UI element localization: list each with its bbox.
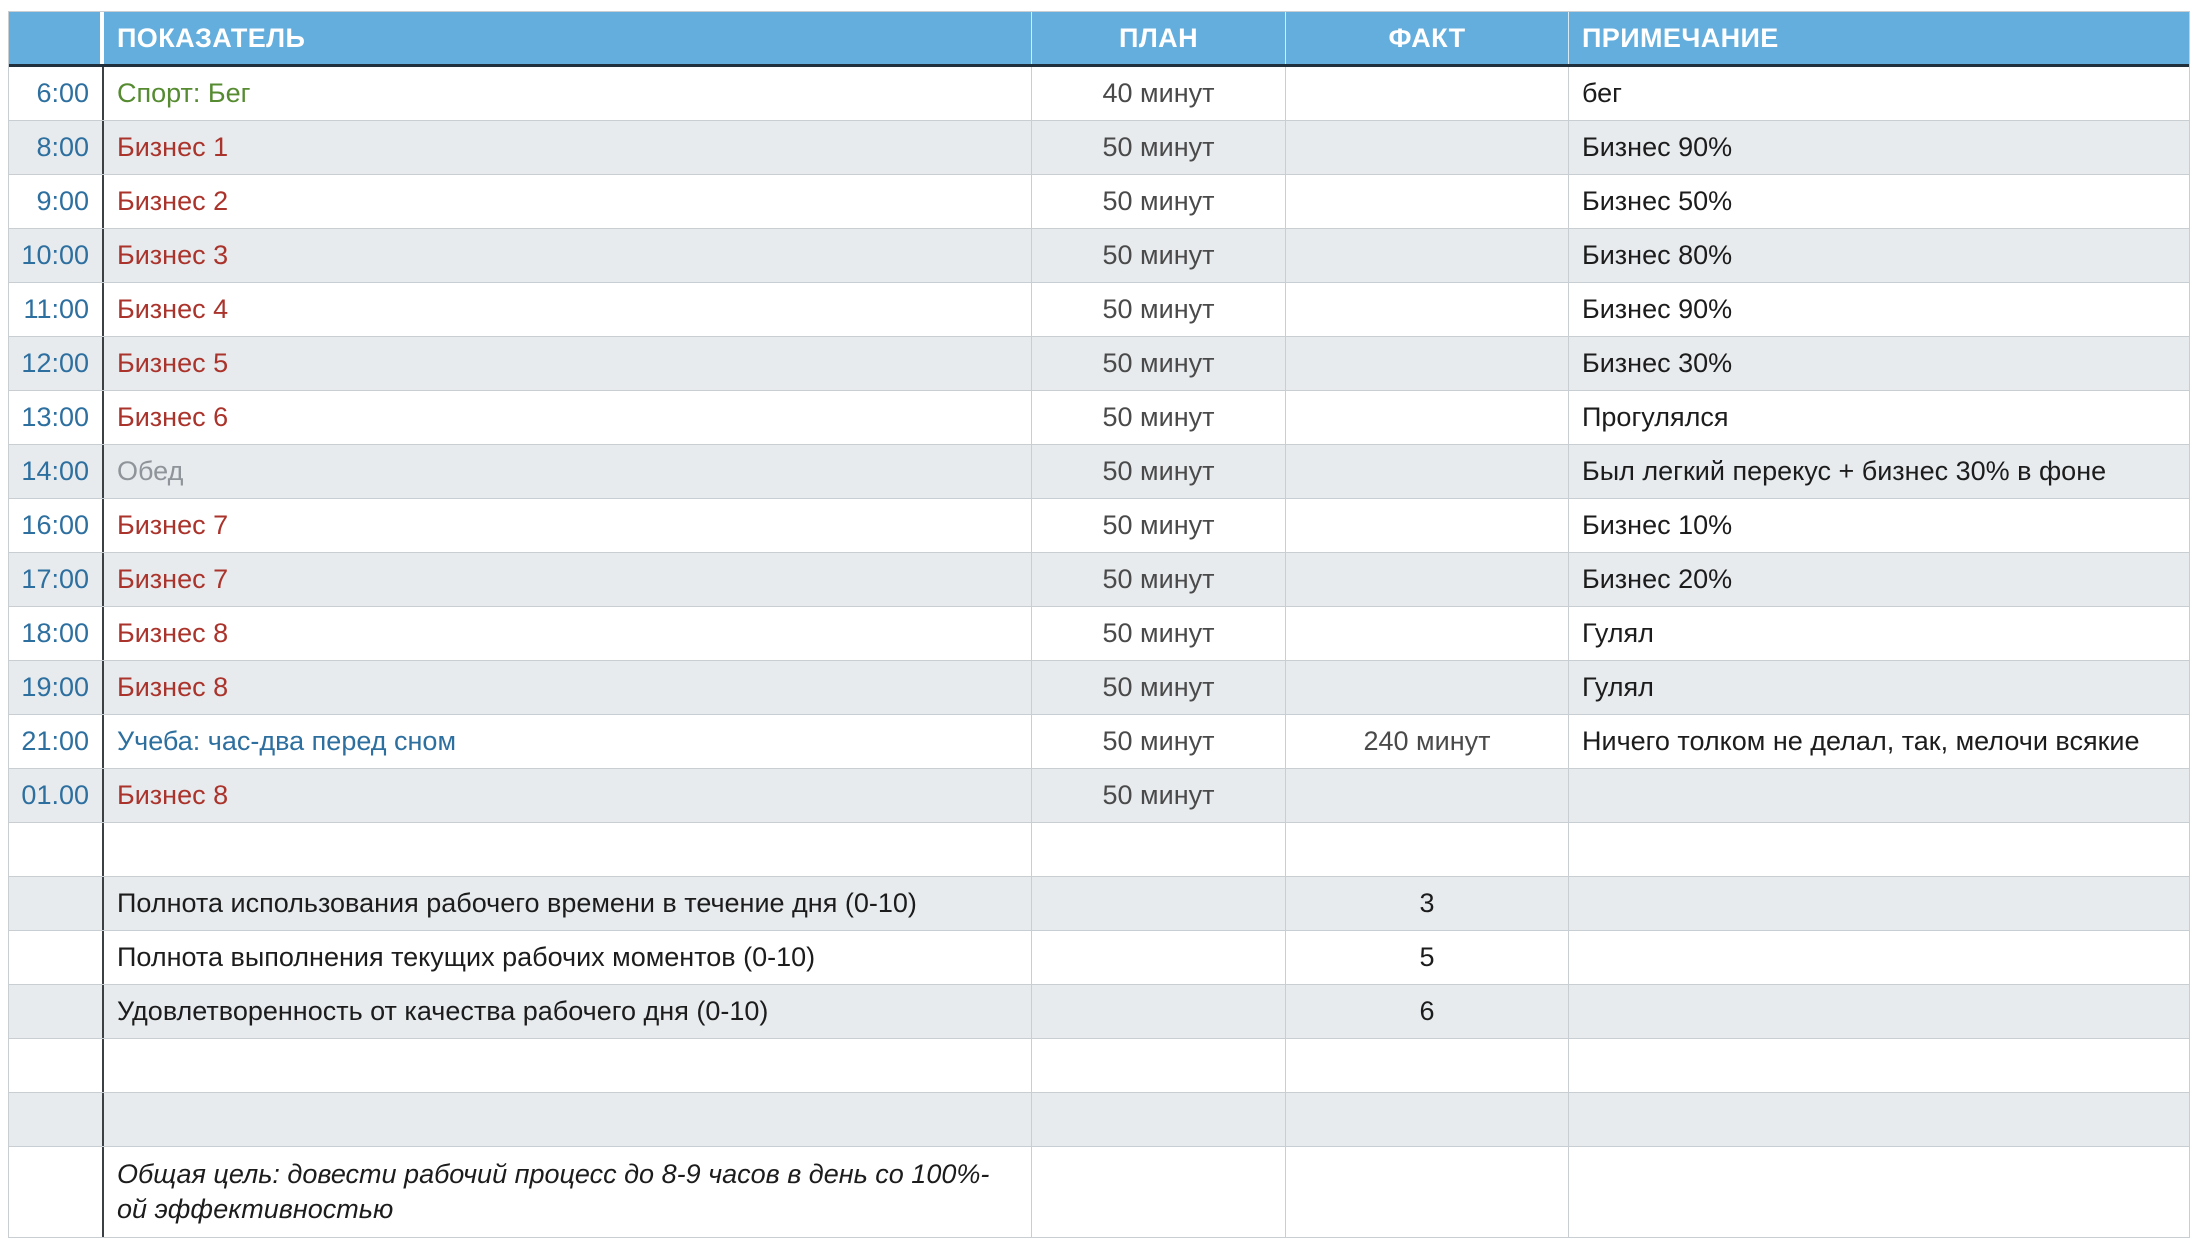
note-cell[interactable]: Бизнес 90% bbox=[1568, 121, 2189, 174]
table-row bbox=[9, 499, 2189, 553]
header-cell-indicator[interactable]: ПОКАЗАТЕЛЬ bbox=[117, 22, 306, 53]
header-cell-plan[interactable]: ПЛАН bbox=[1031, 12, 1285, 64]
indicator-cell[interactable]: Общая цель: довести рабочий процесс до 8-9 часов в день со 100%-ой эффективностью bbox=[117, 1158, 990, 1224]
indicator-cell[interactable]: Бизнес 4 bbox=[117, 294, 229, 324]
plan-cell[interactable]: 50 минут bbox=[1031, 229, 1285, 282]
indicator-cell[interactable]: Бизнес 7 bbox=[117, 510, 229, 540]
table-row bbox=[9, 1039, 2189, 1093]
indicator-cell[interactable]: Бизнес 8 bbox=[117, 780, 229, 810]
fact-cell[interactable] bbox=[1285, 1039, 1568, 1092]
time-cell[interactable]: 18:00 bbox=[9, 607, 104, 660]
indicator-cell[interactable]: Полнота использования рабочего времени в течение дня (0-10) bbox=[117, 888, 917, 918]
plan-cell[interactable] bbox=[1031, 1147, 1285, 1237]
table-row bbox=[9, 1147, 2189, 1238]
plan-cell[interactable] bbox=[1031, 1093, 1285, 1146]
table-row bbox=[9, 229, 2189, 283]
time-cell[interactable]: 21:00 bbox=[9, 715, 104, 768]
plan-cell[interactable]: 50 минут bbox=[1031, 607, 1285, 660]
fact-cell[interactable]: 3 bbox=[1285, 877, 1568, 930]
note-cell[interactable] bbox=[1568, 931, 2189, 984]
note-cell[interactable] bbox=[1568, 985, 2189, 1038]
time-cell[interactable]: 17:00 bbox=[9, 553, 104, 606]
indicator-cell[interactable] bbox=[104, 823, 1031, 876]
plan-cell[interactable]: 50 минут bbox=[1031, 391, 1285, 444]
indicator-cell[interactable]: Бизнес 3 bbox=[117, 240, 229, 270]
time-cell[interactable] bbox=[9, 1147, 104, 1237]
table-row bbox=[9, 715, 2189, 769]
plan-cell[interactable]: 50 минут bbox=[1031, 553, 1285, 606]
plan-cell[interactable] bbox=[1031, 877, 1285, 930]
time-cell[interactable] bbox=[9, 823, 104, 876]
indicator-cell[interactable]: Удовлетворенность от качества рабочего дня (0-10) bbox=[117, 996, 769, 1026]
table-row bbox=[9, 769, 2189, 823]
fact-cell[interactable] bbox=[1285, 67, 1568, 120]
fact-cell[interactable] bbox=[1285, 121, 1568, 174]
note-cell[interactable]: Бизнес 90% bbox=[1568, 283, 2189, 336]
note-cell[interactable] bbox=[1568, 823, 2189, 876]
table-row bbox=[9, 391, 2189, 445]
note-cell[interactable]: Был легкий перекус + бизнес 30% в фоне bbox=[1568, 445, 2189, 498]
plan-cell[interactable]: 40 минут bbox=[1031, 67, 1285, 120]
fact-cell[interactable]: 5 bbox=[1285, 931, 1568, 984]
note-cell[interactable]: Прогулялся bbox=[1568, 391, 2189, 444]
fact-cell[interactable] bbox=[1285, 1147, 1568, 1237]
indicator-cell[interactable] bbox=[104, 1093, 1031, 1146]
fact-cell[interactable] bbox=[1285, 229, 1568, 282]
plan-cell[interactable]: 50 минут bbox=[1031, 121, 1285, 174]
note-cell[interactable]: Бизнес 50% bbox=[1568, 175, 2189, 228]
time-cell[interactable]: 14:00 bbox=[9, 445, 104, 498]
plan-cell[interactable]: 50 минут bbox=[1031, 283, 1285, 336]
table-row bbox=[9, 931, 2189, 985]
table-row bbox=[9, 985, 2189, 1039]
indicator-cell[interactable]: Бизнес 7 bbox=[117, 564, 229, 594]
note-cell[interactable] bbox=[1568, 769, 2189, 822]
time-cell[interactable]: 10:00 bbox=[9, 229, 104, 282]
indicator-cell[interactable]: Бизнес 6 bbox=[117, 402, 229, 432]
note-cell[interactable]: Бизнес 20% bbox=[1568, 553, 2189, 606]
time-cell[interactable] bbox=[9, 931, 104, 984]
table-row bbox=[9, 661, 2189, 715]
note-cell[interactable]: Бизнес 80% bbox=[1568, 229, 2189, 282]
indicator-cell[interactable]: Бизнес 8 bbox=[117, 618, 229, 648]
plan-cell[interactable]: 50 минут bbox=[1031, 715, 1285, 768]
note-cell[interactable]: бег bbox=[1568, 67, 2189, 120]
plan-cell[interactable]: 50 минут bbox=[1031, 337, 1285, 390]
table-row bbox=[9, 607, 2189, 661]
fact-cell[interactable] bbox=[1285, 337, 1568, 390]
fact-cell[interactable] bbox=[1285, 823, 1568, 876]
time-cell[interactable]: 9:00 bbox=[9, 175, 104, 228]
table-header-row bbox=[9, 12, 2189, 67]
fact-cell[interactable] bbox=[1285, 1093, 1568, 1146]
fact-cell[interactable]: 6 bbox=[1285, 985, 1568, 1038]
indicator-cell[interactable]: Бизнес 8 bbox=[117, 672, 229, 702]
fact-cell[interactable] bbox=[1285, 175, 1568, 228]
plan-cell[interactable]: 50 минут bbox=[1031, 175, 1285, 228]
table-body bbox=[9, 67, 2189, 1238]
fact-cell[interactable] bbox=[1285, 661, 1568, 714]
time-cell[interactable]: 13:00 bbox=[9, 391, 104, 444]
table-row bbox=[9, 283, 2189, 337]
fact-cell[interactable] bbox=[1285, 283, 1568, 336]
time-cell[interactable]: 12:00 bbox=[9, 337, 104, 390]
fact-cell[interactable] bbox=[1285, 553, 1568, 606]
header-cell-note[interactable]: ПРИМЕЧАНИЕ bbox=[1568, 12, 2189, 64]
indicator-cell[interactable]: Бизнес 1 bbox=[117, 132, 229, 162]
note-cell[interactable] bbox=[1568, 1147, 2189, 1237]
table-row bbox=[9, 553, 2189, 607]
table-row bbox=[9, 823, 2189, 877]
time-cell[interactable]: 8:00 bbox=[9, 121, 104, 174]
note-cell[interactable]: Бизнес 30% bbox=[1568, 337, 2189, 390]
indicator-cell[interactable]: Полнота выполнения текущих рабочих моментов (0-10) bbox=[117, 942, 816, 972]
table-row bbox=[9, 337, 2189, 391]
note-cell[interactable] bbox=[1568, 1039, 2189, 1092]
plan-cell[interactable] bbox=[1031, 985, 1285, 1038]
indicator-cell[interactable] bbox=[104, 1039, 1031, 1092]
table-row bbox=[9, 67, 2189, 121]
plan-cell[interactable]: 50 минут bbox=[1031, 661, 1285, 714]
plan-cell[interactable]: 50 минут bbox=[1031, 769, 1285, 822]
plan-cell[interactable] bbox=[1031, 823, 1285, 876]
plan-cell[interactable]: 50 минут bbox=[1031, 499, 1285, 552]
time-cell[interactable]: 16:00 bbox=[9, 499, 104, 552]
time-cell[interactable]: 19:00 bbox=[9, 661, 104, 714]
fact-cell[interactable]: 240 минут bbox=[1285, 715, 1568, 768]
fact-cell[interactable] bbox=[1285, 499, 1568, 552]
header-cell-fact[interactable]: ФАКТ bbox=[1285, 12, 1568, 64]
note-cell[interactable] bbox=[1568, 877, 2189, 930]
plan-cell[interactable] bbox=[1031, 931, 1285, 984]
table-row bbox=[9, 1093, 2189, 1147]
fact-cell[interactable] bbox=[1285, 607, 1568, 660]
plan-cell[interactable] bbox=[1031, 1039, 1285, 1092]
time-cell[interactable] bbox=[9, 877, 104, 930]
time-cell[interactable] bbox=[9, 1093, 104, 1146]
indicator-cell[interactable]: Учеба: час-два перед сном bbox=[117, 726, 457, 756]
time-cell[interactable]: 01.00 bbox=[9, 769, 104, 822]
time-cell[interactable] bbox=[9, 985, 104, 1038]
plan-cell[interactable]: 50 минут bbox=[1031, 445, 1285, 498]
fact-cell[interactable] bbox=[1285, 445, 1568, 498]
indicator-cell[interactable]: Бизнес 2 bbox=[117, 186, 229, 216]
fact-cell[interactable] bbox=[1285, 769, 1568, 822]
indicator-cell[interactable]: Обед bbox=[117, 456, 184, 486]
table-row bbox=[9, 175, 2189, 229]
fact-cell[interactable] bbox=[1285, 391, 1568, 444]
table-row bbox=[9, 121, 2189, 175]
note-cell[interactable]: Гулял bbox=[1568, 661, 2189, 714]
header-cell-time[interactable] bbox=[9, 12, 104, 64]
note-cell[interactable]: Бизнес 10% bbox=[1568, 499, 2189, 552]
note-cell[interactable]: Ничего толком не делал, так, мелочи всякие bbox=[1568, 715, 2189, 768]
time-cell[interactable]: 6:00 bbox=[9, 67, 104, 120]
time-cell[interactable]: 11:00 bbox=[9, 283, 104, 336]
daily-plan-table bbox=[8, 11, 2190, 1238]
table-row bbox=[9, 445, 2189, 499]
note-cell[interactable]: Гулял bbox=[1568, 607, 2189, 660]
note-cell[interactable] bbox=[1568, 1093, 2189, 1146]
time-cell[interactable] bbox=[9, 1039, 104, 1092]
table-row bbox=[9, 877, 2189, 931]
indicator-cell[interactable]: Спорт: Бег bbox=[117, 78, 251, 108]
indicator-cell[interactable]: Бизнес 5 bbox=[117, 348, 229, 378]
